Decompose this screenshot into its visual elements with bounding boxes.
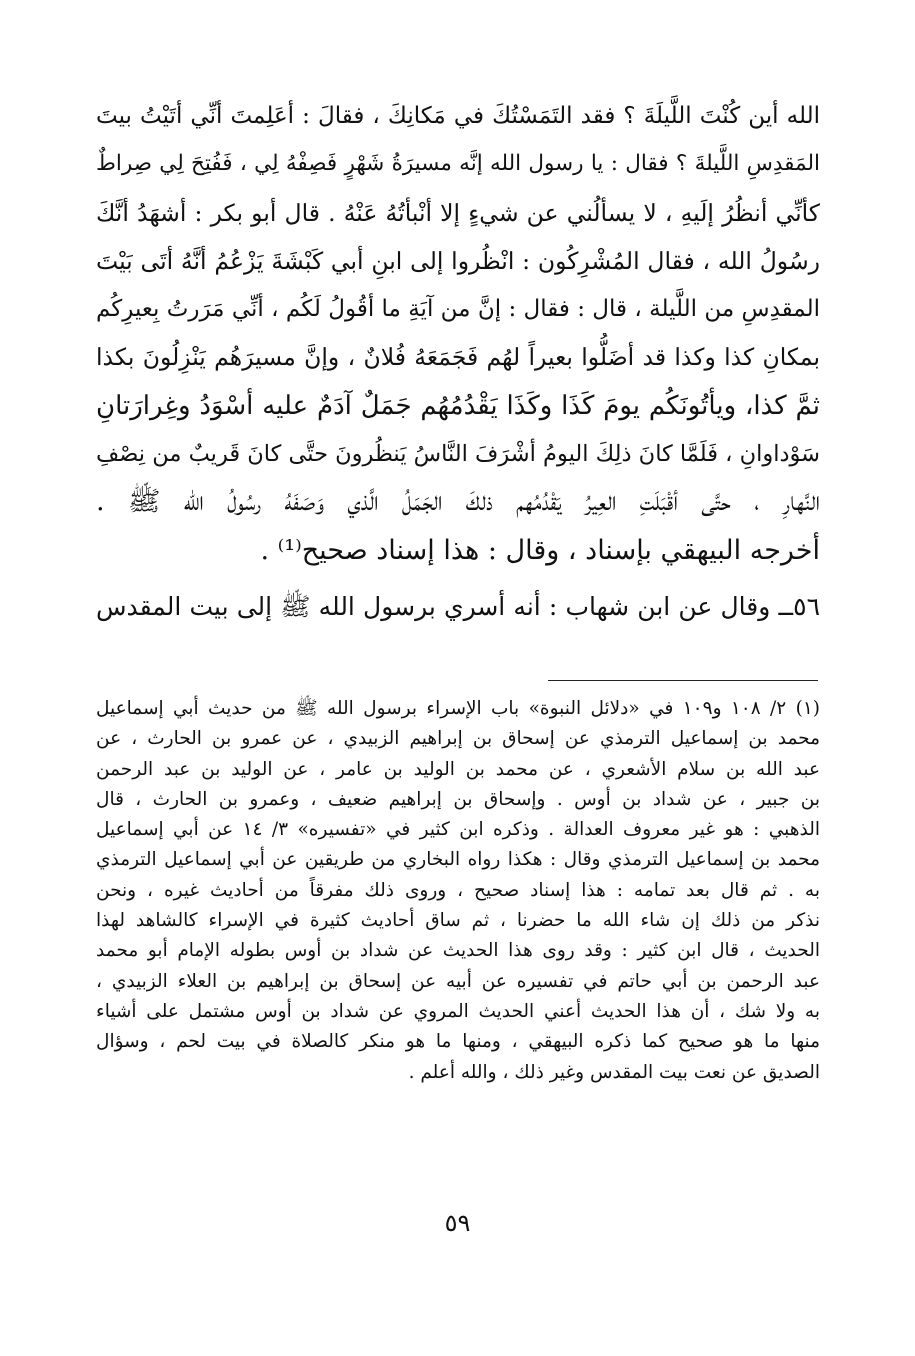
main-text-line: رسُولُ الله ، فقال المُشْرِكُون : انْظُروا إلى ابنِ أبي كَبْشَةَ يَزْعُمُ أنَّهُ أتَى بَيْتَ bbox=[96, 246, 820, 275]
hadith-56-heading: ٥٦ــ وقال عن ابن شهاب : أنه أسري برسول الله ﷺ إلى بيت المقدس bbox=[96, 592, 820, 621]
main-text-line: سَوْداوانِ ، فَلَمَّا كانَ ذلِكَ اليومُ أشْرَفَ النَّاسُ يَنظُرونَ حتَّى كانَ قَريبٌ من نِصْفِ bbox=[96, 441, 820, 468]
footnote-line: الصديق عن نعت بيت المقدس وغير ذلك ، والله أعلم . bbox=[408, 1061, 820, 1083]
main-text-line: المَقدِسِ اللَّيلةَ ؟ فقال : يا رسول الله إنَّه مسيرَةُ شَهْرٍ فَصِفْهُ لِي ، فَفُتِحَ لِي صِراطٌ bbox=[96, 151, 820, 177]
main-text-line: الله أين كُنْتَ اللَّيلَةَ ؟ فقد التَمَسْتُكَ في مَكانِكَ ، فقالَ : أعَلِمتَ أنِّي أتَيْتُ بيتَ bbox=[96, 103, 820, 129]
footnote bbox=[96, 694, 820, 1088]
main-text bbox=[96, 92, 820, 575]
footnote-separator bbox=[548, 680, 818, 681]
footnote-line: محمد بن إسماعيل الترمذي وقال : هكذا رواه البخاري من طريقين عن أبي إسماعيل الترمذي bbox=[96, 849, 820, 871]
footnote-line: منها ما هو صحيح كما ذكره البيهقي ، ومنها ما هو منكر كالصلاة في بيت لحم ، وسؤال bbox=[96, 1031, 820, 1053]
footnote-line: نذكر من ذلك إن شاء الله ما حضرنا ، ثم ساق أحاديث كثيرة في الإسراء كالشاهد لهذا bbox=[96, 910, 820, 932]
main-text-line: بمكانِ كذا وكذا قد أضَلُّوا بعيراً لهُم فَجَمَعَهُ فُلانٌ ، وإنَّ مسيرَهُم يَنْزِلُونَ بكذا bbox=[96, 343, 820, 372]
main-text-line: أخرجه البيهقي بإسناد ، وقال : هذا إسناد صحيح⁽¹⁾ . bbox=[260, 534, 820, 566]
footnote-line: بن جبير ، عن شداد بن أوس . وإسحاق بن إبراهيم ضعيف ، وعمرو بن الحارث ، قال bbox=[96, 788, 820, 810]
page-number: ٥٩ bbox=[444, 1209, 471, 1237]
footnote-line: (١) ٢/ ١٠٨ و١٠٩ في «دلائل النبوة» باب الإسراء برسول الله ﷺ من حديث أبي إسماعيل bbox=[96, 698, 820, 719]
main-text-line: كأنِّي أنظُرُ إلَيهِ ، لا يسألُني عن شيءٍ إلا أنْبأتُهُ عَنْهُ . قال أبو بكر : أشهَدُ أنَّكَ bbox=[96, 198, 820, 227]
main-text-line: المقدِسِ من اللَّيلة ، قال : فقال : إنَّ من آيَةِ ما أقُولُ لَكُم ، أنِّي مَرَرتُ بِعيرِكُم bbox=[96, 296, 820, 323]
footnote-line: عبد الرحمن بن أبي حاتم في تفسيره عن أبيه عن إسحاق بن إبراهيم بن العلاء الزبيدي ، bbox=[96, 970, 820, 992]
footnote-line: محمد بن إسماعيل الترمذي عن إسحاق بن إبراهيم الزبيدي ، عن عمرو بن الحارث ، عن bbox=[96, 728, 820, 750]
main-text-line: النَّهارِ ، حتَّى أقْبَلَتِ العِيرُ يَقْدُمُهم ذلكَ الجَمَلُ الَّذي وَصَفَهُ رسُولُ الله ﷺ . bbox=[96, 486, 820, 518]
footnote-line: به . ثم قال بعد تمامه : هذا إسناد صحيح ، وروى ذلك مفرقاً من أحاديث غيره ، ونحن bbox=[96, 879, 820, 901]
footnote-line: الحديث ، قال ابن كثير : وقد روى هذا الحديث عن شداد بن أوس بطوله الإمام أبو محمد bbox=[96, 940, 820, 962]
footnote-line: به ولا شك ، أن هذا الحديث أعني الحديث المروي عن شداد بن أوس مشتمل على أشياء bbox=[96, 1000, 820, 1022]
footnote-line: عبد الله بن سلام الأشعري ، عن محمد بن الوليد بن عامر ، عن الوليد بن عبد الرحمن bbox=[96, 758, 820, 780]
footnote-line: الذهبي : هو غير معروف العدالة . وذكره ابن كثير في «تفسيره» ٣/ ١٤ عن أبي إسماعيل bbox=[96, 819, 820, 841]
main-text-line: ثمَّ كذا، ويأتُونَكُم يومَ كَذَا وكَذَا يَقْدُمُهُم جَمَلٌ آدَمٌ عليه أسْوَدُ وغِرارَتانِ bbox=[96, 390, 820, 421]
